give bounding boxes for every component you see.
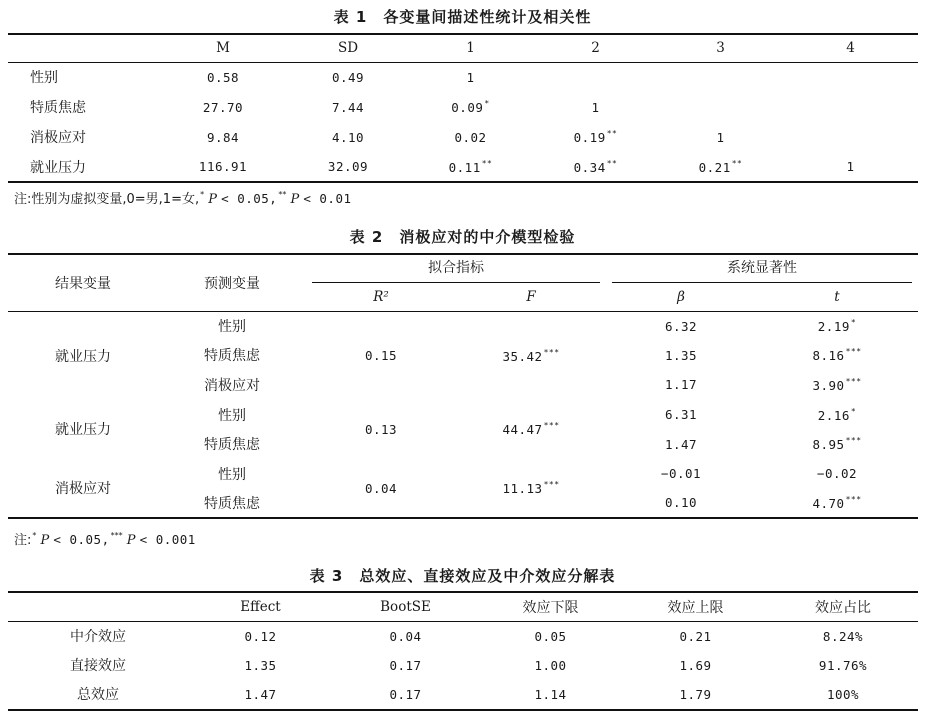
row-label: 直接效应 (70, 658, 126, 675)
table-row (8, 621, 918, 651)
significance-mark: ** (481, 158, 493, 168)
predictor-cell: 特质焦虑 (204, 348, 260, 365)
table-cell (158, 62, 288, 92)
table-cell (783, 62, 918, 92)
table3-header-cell: 效应下限 (478, 592, 623, 621)
cell-value: 9.84 (206, 129, 240, 145)
r2-cell: 0.13 (364, 421, 398, 437)
cell-value: 0.09 (451, 100, 484, 115)
r2-cell: 0.15 (364, 348, 398, 364)
table-cell: 0.04 (389, 628, 422, 644)
beta-cell: 6.31 (664, 407, 698, 423)
significance-mark: *** (845, 494, 862, 504)
note-text: 注: (14, 533, 32, 548)
table-cell (158, 92, 288, 122)
cell-value: 2.19 (817, 319, 850, 335)
beta-cell: 1.35 (664, 347, 698, 363)
table-cell: 0.17 (389, 686, 422, 702)
significance-mark: ** (731, 158, 743, 168)
significance-mark: ** (606, 129, 618, 138)
note-text: 注:性别为虚拟变量,0=男,1=女, (14, 192, 200, 207)
table1-header-cell: 2 (533, 34, 658, 62)
table3-caption: 表 3 总效应、直接效应及中介效应分解表 (309, 567, 616, 585)
significance-mark: *** (543, 480, 560, 490)
row-label: 就业压力 (30, 159, 86, 176)
table-cell: 1.79 (679, 686, 712, 702)
table1-header-cell: 3 (658, 34, 783, 62)
cell-value: 1 (466, 69, 475, 85)
table-cell (533, 92, 658, 122)
predictor-cell: 性别 (218, 466, 246, 483)
cell-value: 32.09 (327, 159, 369, 174)
note-text: < 0.05, (221, 191, 278, 206)
note-star: * (200, 190, 205, 199)
table-cell (158, 122, 288, 152)
note-p: P (290, 192, 300, 207)
table-cell (288, 92, 408, 122)
table2-header-sig-group (606, 254, 918, 283)
significance-mark: *** (543, 421, 560, 431)
sig-group-label: 系统显著性 (612, 255, 912, 283)
table-cell: 0.05 (534, 628, 567, 644)
t-cell (756, 459, 918, 489)
predictor-cell: 特质焦虑 (204, 437, 260, 454)
table-cell: 1.47 (244, 686, 277, 702)
table-cell: 0.12 (244, 628, 277, 644)
table-cell (533, 62, 658, 92)
table-cell: 0.21 (679, 628, 712, 644)
significance-mark: *** (845, 436, 862, 446)
cell-value: 2.16 (817, 407, 850, 423)
table-cell (408, 92, 533, 122)
table-row (8, 62, 918, 92)
table1-caption: 表 1 各变量间描述性统计及相关性 (333, 8, 592, 26)
table2-header-outcome: 结果变量 (8, 254, 158, 311)
cell-value: 0.11 (448, 159, 481, 175)
table-cell (408, 62, 533, 92)
table-cell (158, 152, 288, 182)
table-cell: 1.69 (679, 657, 712, 673)
cell-value: 4.70 (812, 495, 845, 511)
table-cell (783, 152, 918, 182)
row-label: 中介效应 (70, 629, 126, 645)
cell-value: 0.34 (573, 159, 606, 175)
row-label: 特质焦虑 (30, 100, 86, 116)
cell-value: 1 (716, 129, 725, 145)
table3-header-cell: 效应上限 (623, 592, 768, 621)
table2-header-f: F (456, 283, 606, 311)
significance-mark: * (850, 318, 857, 328)
table-row (8, 459, 918, 489)
cell-value: 0.21 (698, 159, 731, 175)
table1-header-row (8, 34, 918, 62)
t-cell (756, 311, 918, 341)
predictor-cell: 特质焦虑 (204, 495, 260, 512)
table-cell (658, 62, 783, 92)
table-cell (658, 92, 783, 122)
predictor-cell: 消极应对 (204, 377, 260, 394)
cell-value: 8.95 (812, 437, 845, 453)
table2 (8, 253, 918, 519)
fit-group-label: 拟合指标 (312, 255, 600, 283)
f-cell (456, 311, 606, 400)
table3 (8, 591, 918, 711)
table-cell (408, 152, 533, 182)
f-cell (456, 459, 606, 518)
table-cell (533, 152, 658, 182)
table-cell (658, 152, 783, 182)
predictor-cell: 性别 (218, 319, 246, 336)
beta-cell: −0.01 (660, 466, 702, 482)
note-p: P (126, 533, 136, 548)
cell-value: −0.02 (816, 466, 858, 482)
cell-value: 116.91 (198, 159, 248, 174)
row-label: 消极应对 (30, 130, 86, 146)
significance-mark: * (850, 406, 857, 416)
table1-note (14, 188, 352, 207)
table1 (8, 33, 918, 183)
cell-value: 4.10 (331, 129, 365, 145)
table-cell: 100% (826, 686, 860, 702)
table-cell (533, 122, 658, 152)
note-p: P (208, 192, 217, 207)
table1-header-cell: 1 (408, 34, 533, 62)
beta-cell: 6.32 (664, 318, 698, 334)
note-text: < 0.01 (303, 191, 352, 206)
table1-header-cell (8, 34, 158, 62)
table2-note (14, 529, 196, 548)
row-label: 性别 (30, 70, 58, 87)
r2-cell: 0.04 (364, 480, 398, 496)
note-star: ** (278, 190, 287, 199)
table-row (8, 311, 918, 341)
table-row (8, 152, 918, 182)
cell-value: 0.19 (573, 130, 606, 145)
table-row (8, 400, 918, 430)
cell-value: 7.44 (331, 99, 365, 115)
table1-header-cell: 4 (783, 34, 918, 62)
significance-mark: ** (606, 158, 618, 168)
table2-header-fit-group (306, 254, 606, 283)
row-label: 总效应 (77, 687, 119, 704)
table-cell (658, 122, 783, 152)
t-cell (756, 489, 918, 519)
cell-value: 35.42 (502, 348, 543, 364)
table-cell (783, 122, 918, 152)
table2-header-predictor: 预测变量 (158, 254, 306, 311)
t-cell (756, 400, 918, 430)
predictor-cell: 性别 (218, 407, 246, 424)
table-row (8, 651, 918, 681)
note-star: * (32, 531, 37, 540)
table-cell (288, 62, 408, 92)
table-cell: 1.00 (534, 657, 567, 673)
cell-value: 3.90 (812, 377, 845, 393)
table2-header-t: t (756, 283, 918, 311)
table-cell: 91.76% (818, 657, 868, 673)
beta-cell: 1.17 (664, 377, 698, 393)
t-cell (756, 429, 918, 459)
table-row (8, 92, 918, 122)
table3-header-cell: BootSE (333, 592, 478, 621)
beta-cell: 1.47 (664, 436, 698, 452)
table3-header-cell (8, 592, 188, 621)
table2-header-row (8, 254, 918, 283)
table3-header-cell: Effect (188, 592, 333, 621)
t-cell (756, 370, 918, 400)
significance-mark: *** (845, 347, 862, 357)
table-cell (288, 152, 408, 182)
table-row (8, 122, 918, 152)
table-cell (783, 92, 918, 122)
cell-value: 0.49 (331, 69, 365, 85)
significance-mark: * (484, 99, 490, 108)
cell-value: 1 (846, 159, 855, 174)
cell-value: 0.58 (206, 69, 240, 85)
cell-value: 27.70 (202, 99, 244, 115)
table3-header-cell: 效应占比 (768, 592, 918, 621)
table-cell (408, 122, 533, 152)
cell-value: 8.16 (812, 348, 845, 364)
table1-header-cell: M (158, 34, 288, 62)
note-text: < 0.001 (139, 532, 196, 547)
note-p: P (40, 533, 50, 548)
significance-mark: *** (845, 376, 862, 386)
cell-value: 0.02 (454, 129, 487, 145)
table-cell: 1.14 (534, 686, 567, 702)
beta-cell: 0.10 (664, 495, 698, 511)
table3-header-row (8, 592, 918, 621)
table-cell: 8.24% (822, 628, 864, 644)
table2-header-beta: β (606, 283, 756, 311)
table2-header-r2: R² (306, 283, 456, 311)
note-text: < 0.05, (53, 532, 110, 547)
table-cell: 0.17 (389, 657, 422, 673)
f-cell (456, 400, 606, 459)
table-cell (288, 122, 408, 152)
cell-value: 1 (591, 99, 600, 115)
table-cell: 1.35 (244, 657, 277, 673)
cell-value: 11.13 (502, 481, 543, 497)
table-row (8, 680, 918, 710)
table1-header-cell: SD (288, 34, 408, 62)
note-star: *** (110, 531, 123, 540)
t-cell (756, 341, 918, 371)
outcome-cell: 就业压力 (55, 348, 111, 365)
table2-caption: 表 2 消极应对的中介模型检验 (349, 228, 576, 246)
significance-mark: *** (543, 347, 560, 357)
outcome-cell: 消极应对 (55, 481, 111, 498)
outcome-cell: 就业压力 (55, 422, 111, 439)
cell-value: 44.47 (502, 422, 543, 438)
